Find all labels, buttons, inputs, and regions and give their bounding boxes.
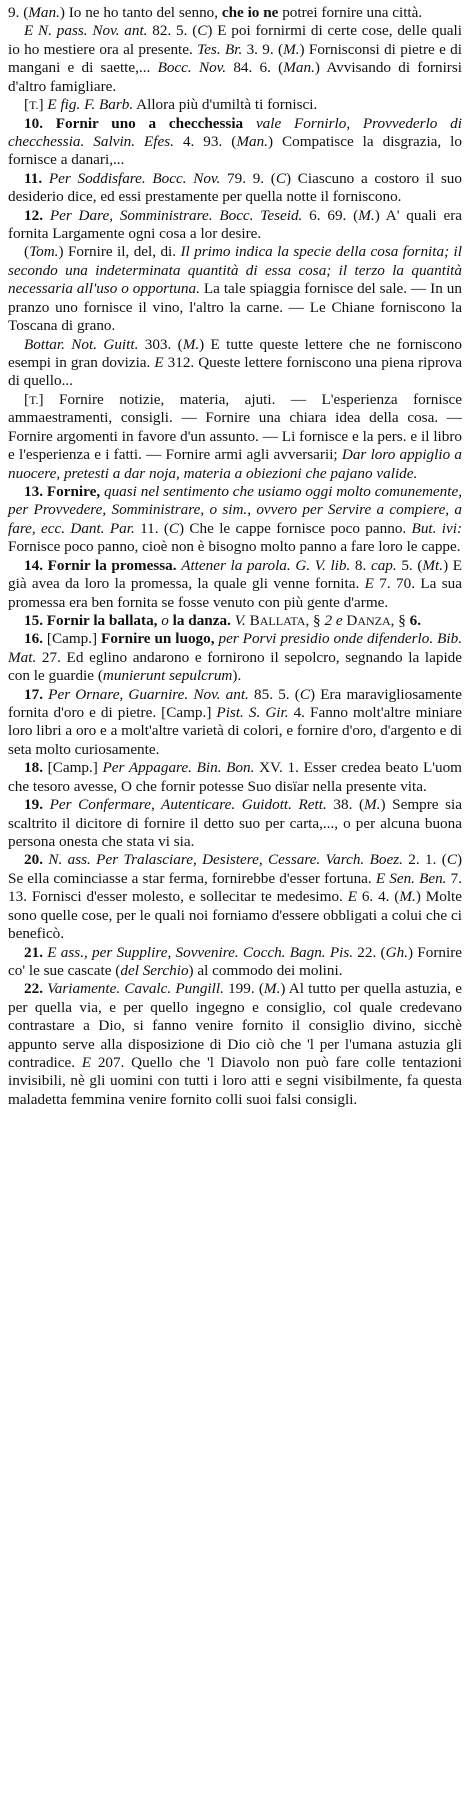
entry-paragraph: 10. Fornir uno a checchessia vale Fornirlo, Provvederlo di checchessia. Salvin. Efes. 4. 93. (Man.) Compatisce la disgrazia, lo fornisce a danari,... (8, 114, 462, 169)
entry-paragraph: 16. [Camp.] Fornire un luogo, per Porvi presidio onde difenderlo. Bib. Mat. 27. Ed eglino andarono e fornirono il sepolcro, segnando la lapide con le guardie (munierunt sepulcrum). (8, 630, 462, 685)
entry-paragraph: 11. Per Soddisfare. Bocc. Nov. 79. 9. (C) Ciascuno a costoro il suo desiderio dice, ed essi prestamente per quella notte il forniscono. (8, 169, 462, 206)
entry-paragraph: 15. Fornir la ballata, o la danza. V. BALLATA, § 2 e DANZA, § 6. (24, 611, 422, 629)
entry-paragraph: 17. Per Ornare, Guarnire. Nov. ant. 85. 5. (C) Era maravigliosamente fornita d'oro e di pietre. [Camp.] Pist. S. Gir. 4. Fanno molt'altre miniare loro libri a oro e a molt'altre varietà di colori, e fornire d'oro, d'argento e di seta molto curiosamente. (8, 685, 463, 758)
entry-paragraph: Bottar. Not. Guitt. 303. (M.) E tutte queste lettere che ne forniscono esempi in gran dovizia. E 312. Queste lettere forniscono una piena riprova di quello... (8, 335, 462, 390)
entry-paragraph: 19. Per Confermare, Autenticare. Guidott. Rett. 38. (M.) Sempre sia scaltrito il dicitore di fornire il detto suo per carta,..., o per alcuna buona persona onesta che stata vi sia. (8, 796, 462, 850)
entry-paragraph: [T.] Fornire notizie, materia, ajuti. — L'esperienza fornisce ammaestramenti, consigli. — Fornire una chiara idea della cosa. — Fornire argomenti in favore d'un assunto. — Li fornisce e la pers. e il libro e l'esperienza e i fatti. — Fornire armi agli avversarii; Dar loro appiglio a nuocere, pretesti a dar noja, materia a obiezioni che pajano valide. (8, 390, 463, 482)
entry-paragraph: 9. (Man.) Io ne ho tanto del senno, che io ne potrei fornire una città. (8, 4, 423, 21)
entry-paragraph: 13. Fornire, quasi nel sentimento che usiamo oggi molto comunemente, per Provvedere, Somministrare, o sim., ovvero per Servire a compiere, a fare, ecc. Dant. Par. 11. (C) Che le cappe fornisce poco panno. But. ivi: Fornisce poco panno, cioè non è bisogno molto panno a fare loro le cappe. (8, 482, 463, 556)
entry-paragraph: E N. pass. Nov. ant. 82. 5. (C) E poi fornirmi di certe cose, delle quali io ho mestiere ora al presente. Tes. Br. 3. 9. (M.) Fornisconsi di pietre e di mangani e di saette,... Bocc. Nov. 84. 6. (Man.) Avvisando di fornirsi d'altro famigliare. (8, 22, 462, 95)
entry-paragraph: 22. Variamente. Cavalc. Pungill. 199. (M.) Al tutto per quella astuzia, e per quella via, e per quello ingegno e consiglio, col quale credevano contrastare a Dio, si fanno venire fornito il consiglio divino, sicchè appunto serve alla disposizione di Dio ciò che 'l per l'umana astuzia gli contradice. E 207. Quello che 'l Diavolo non può fare colle tentazioni invisibili, nè gli uomini con tutti i loro atti e segni visibilmente, fa questa maladetta femmina venire fornito colli suoi falsi consigli. (8, 980, 462, 1108)
entry-paragraph: 14. Fornir la promessa. Attener la parola. G. V. lib. 8. cap. 5. (Mt.) E già avea da loro la promessa, la quale gli venne fornita. E 7. 70. La sua promessa era ben fornita se fosse venuto con più gente d'arme. (8, 556, 463, 611)
entry-paragraph: (Tom.) Fornire il, del, di. Il primo indica la specie della cosa fornita; il secondo una indeterminata quantità di essa cosa; il terzo la quantità necessaria all'uso o opportuna. La tale spiaggia fornisce del sale. — In un pranzo uno fornisce il vino, l'altro la carne. — Le Chiane forniscono la Toscana di grano. (8, 243, 462, 335)
entry-paragraph: 21. E ass., per Supplire, Sovvenire. Cocch. Bagn. Pis. 22. (Gh.) Fornire co' le sue cascate (del Serchio) al commodo dei molini. (8, 943, 462, 979)
entry-paragraph: 18. [Camp.] Per Appagare. Bin. Bon. XV. 1. Esser credea beato L'uom che tesoro avesse, O che fornir potesse Suo disïar nella presente vita. (8, 759, 462, 795)
entry-paragraph: 20. N. ass. Per Tralasciare, Desistere, Cessare. Varch. Boez. 2. 1. (C) Se ella cominciasse a star ferma, fornirebbe d'esser fortuna. E Sen. Ben. 7. 13. Fornisci d'esser molesto, e sollecitar te medesimo. E 6. 4. (M.) Molte sono quelle cose, per le quali noi forniamo d'essere obbligati a colui che ci beneficò. (8, 851, 463, 943)
entry-paragraph: [T.] E fig. F. Barb. Allora più d'umiltà ti fornisci. (24, 96, 318, 114)
entry-paragraph: 12. Per Dare, Somministrare. Bocc. Teseid. 6. 69. (M.) A' quali era fornita Largamente ogni cosa a lor desire. (8, 206, 462, 243)
